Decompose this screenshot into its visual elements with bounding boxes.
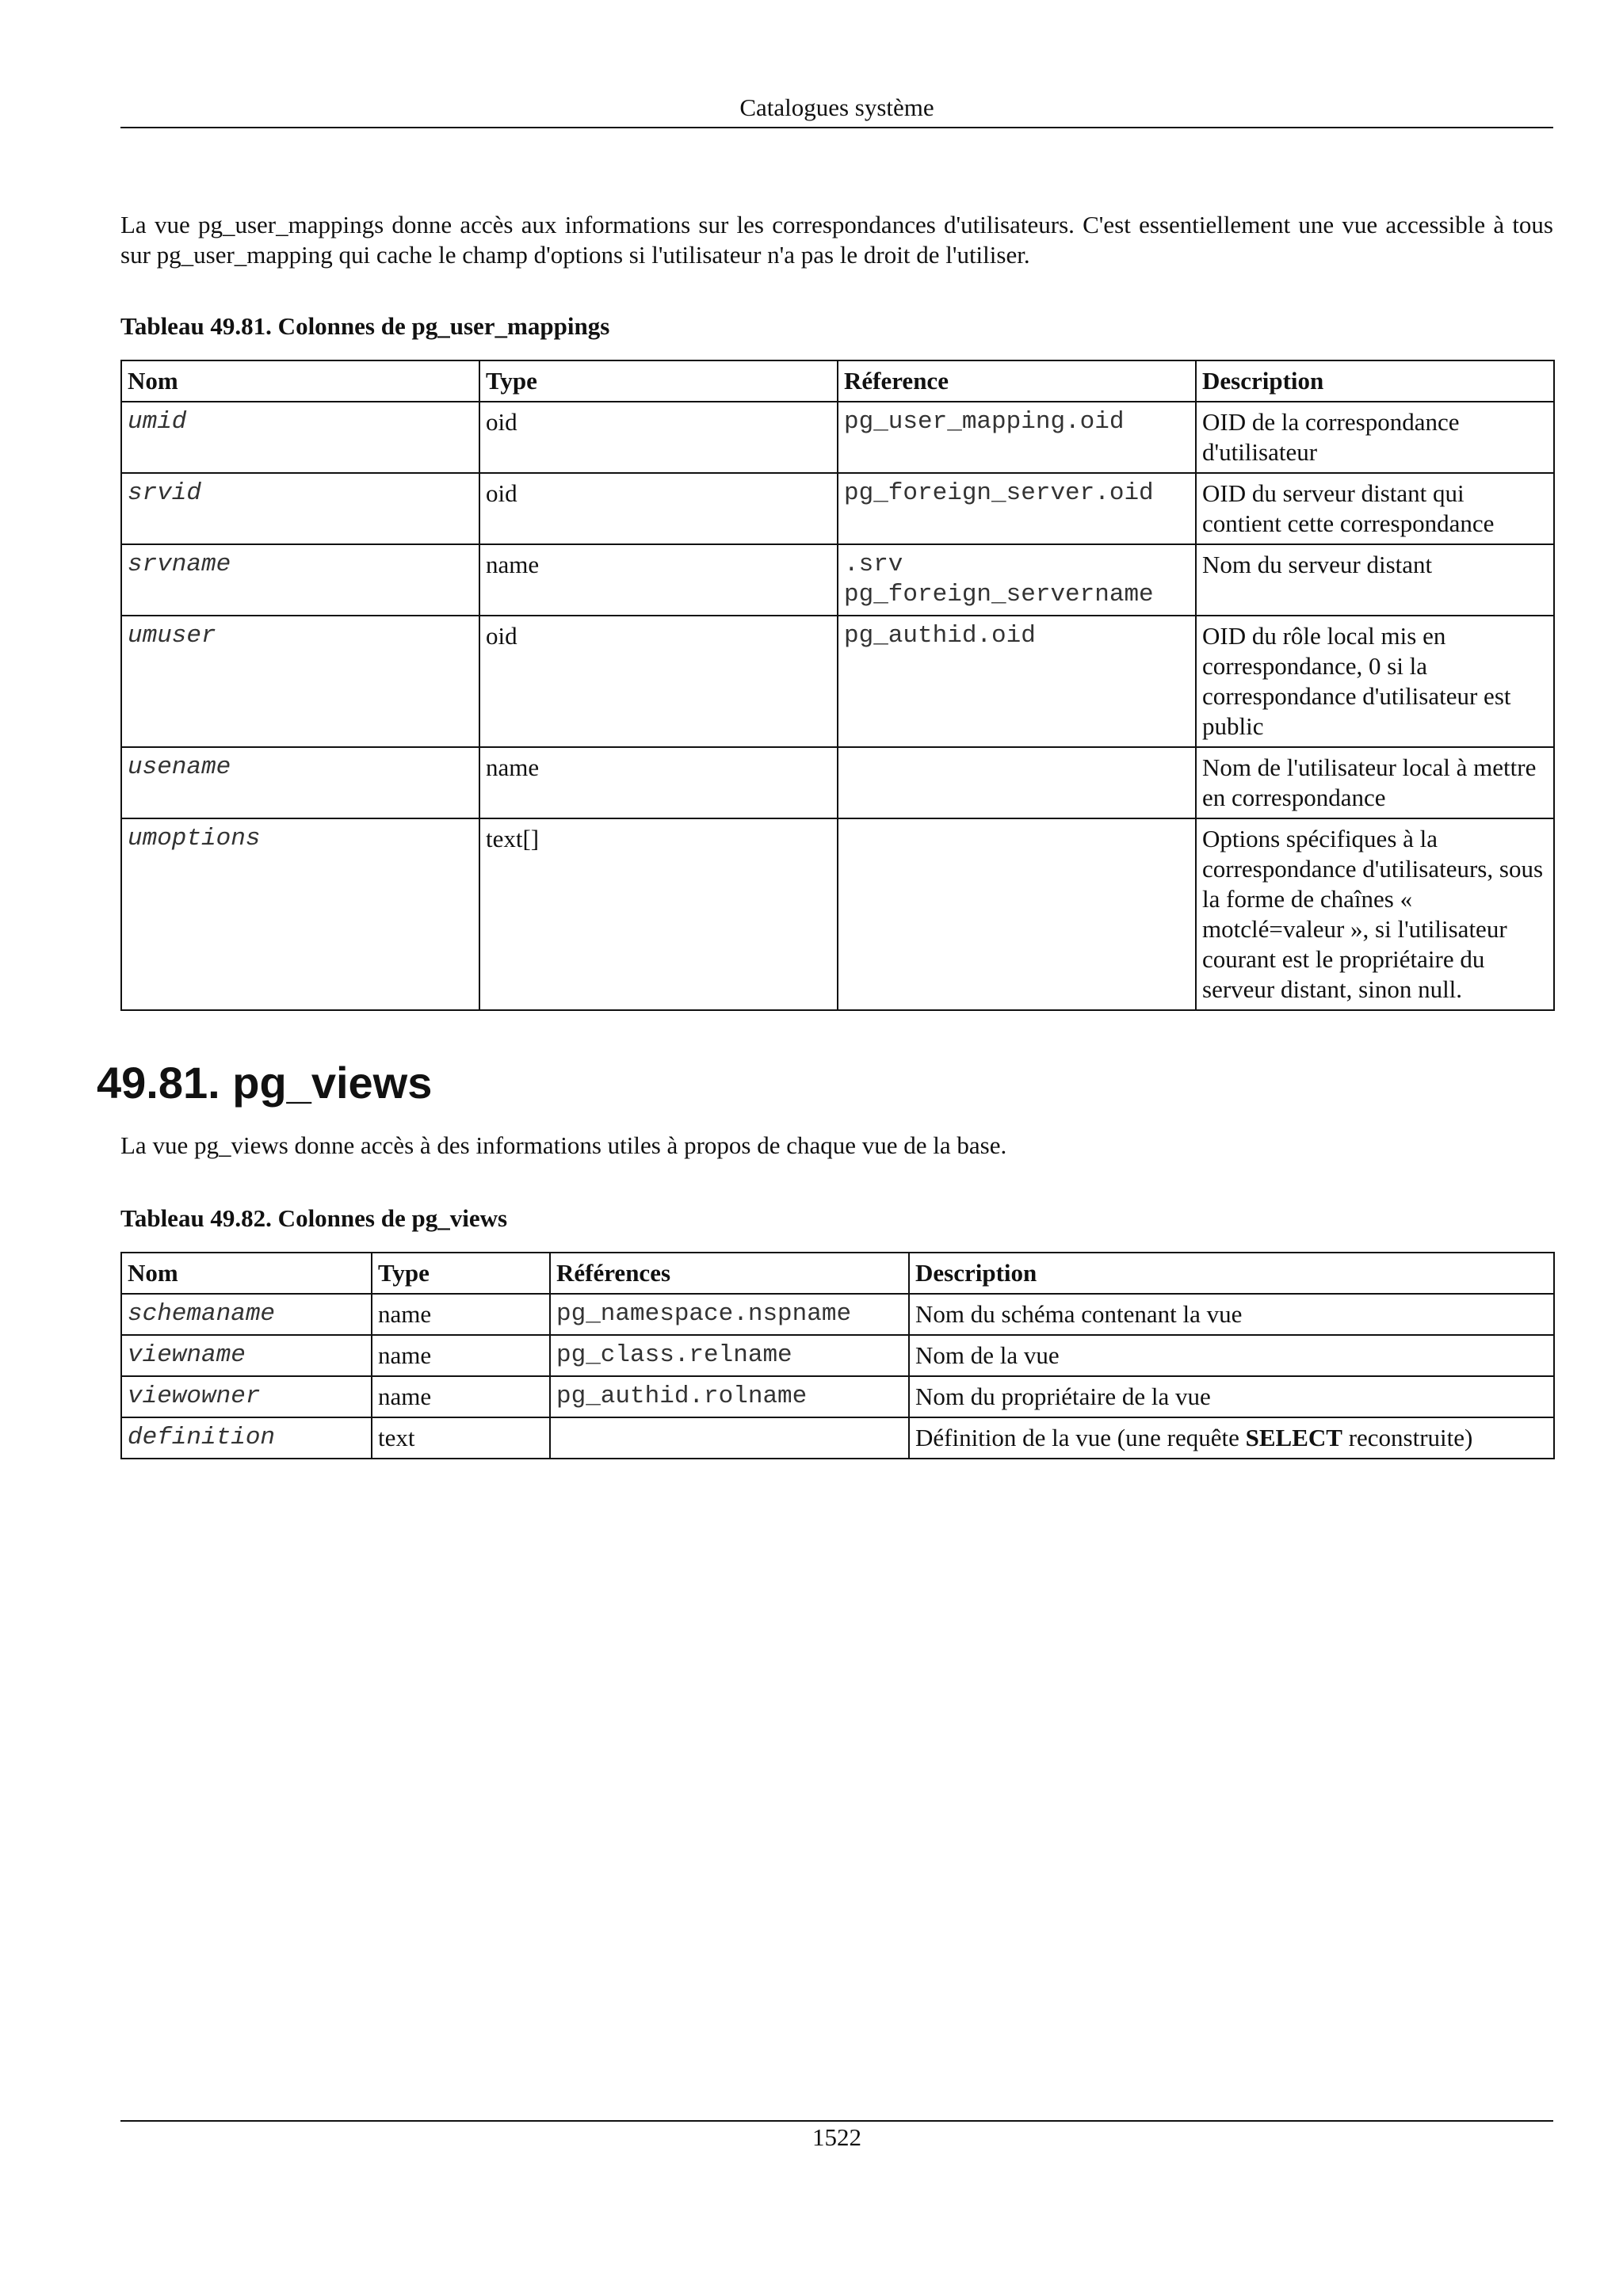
column-type-cell: name — [372, 1335, 550, 1376]
column-name-cell: schemaname — [121, 1294, 372, 1335]
column-name-cell: umid — [121, 402, 479, 473]
table-header-row — [121, 360, 1554, 402]
column-name-cell: umoptions — [121, 818, 479, 1010]
column-description-cell: Nom du schéma contenant la vue — [909, 1294, 1554, 1335]
column-type-cell: oid — [479, 616, 838, 747]
column-description-cell: Nom de la vue — [909, 1335, 1554, 1376]
column-name-cell: srvid — [121, 473, 479, 544]
column-type-cell: name — [479, 747, 838, 818]
section-heading: 49.81. pg_views — [97, 1058, 433, 1108]
column-header-nom: Nom — [121, 1253, 372, 1294]
column-reference-cell — [550, 1417, 909, 1459]
column-reference-cell: pg_authid.oid — [838, 616, 1196, 747]
column-name-cell: usename — [121, 747, 479, 818]
column-header-type: Type — [479, 360, 838, 402]
column-header-nom: Nom — [121, 360, 479, 402]
table-pg-user-mappings — [120, 360, 1555, 1011]
column-description-cell: OID du serveur distant qui contient cette correspondance — [1196, 473, 1554, 544]
column-reference-cell: pg_class.relname — [550, 1335, 909, 1376]
table-row — [121, 1417, 1554, 1459]
column-header-description: Description — [909, 1253, 1554, 1294]
column-reference-cell — [838, 818, 1196, 1010]
column-header-references: Références — [550, 1253, 909, 1294]
column-type-cell: oid — [479, 473, 838, 544]
table-pg-views — [120, 1252, 1555, 1459]
column-name-cell: definition — [121, 1417, 372, 1459]
column-description-cell: Nom de l'utilisateur local à mettre en correspondance — [1196, 747, 1554, 818]
intro-paragraph: La vue pg_user_mappings donne accès aux informations sur les correspondances d'utilisateurs. C'est essentiellement une vue accessible à tous sur pg_user_mapping qui cache le champ d'options si l'utilisateur n'a pas le droit de l'utiliser. — [120, 211, 1553, 269]
footer-rule — [120, 2120, 1553, 2122]
table-row — [121, 1335, 1554, 1376]
column-description-cell: Nom du serveur distant — [1196, 544, 1554, 616]
column-type-cell: name — [372, 1376, 550, 1417]
table-row — [121, 544, 1554, 616]
table-row — [121, 473, 1554, 544]
table-caption-views: Tableau 49.82. Colonnes de pg_views — [120, 1204, 508, 1232]
section-paragraph: La vue pg_views donne accès à des informations utiles à propos de chaque vue de la base. — [120, 1131, 1007, 1159]
column-type-cell: name — [372, 1294, 550, 1335]
column-type-cell: text[] — [479, 818, 838, 1010]
table-header-row — [121, 1253, 1554, 1294]
table-row — [121, 402, 1554, 473]
table-row — [121, 747, 1554, 818]
column-description-cell — [909, 1417, 1554, 1459]
column-description-cell: OID du rôle local mis en correspondance, 0 si la correspondance d'utilisateur est public — [1196, 616, 1554, 747]
table-row — [121, 616, 1554, 747]
running-header: Catalogues système — [739, 93, 934, 121]
table-row — [121, 1294, 1554, 1335]
sql-keyword: SELECT — [1245, 1424, 1342, 1451]
column-type-cell: text — [372, 1417, 550, 1459]
column-name-cell: viewowner — [121, 1376, 372, 1417]
column-reference-cell: pg_namespace.nspname — [550, 1294, 909, 1335]
column-description-cell: Nom du propriétaire de la vue — [909, 1376, 1554, 1417]
table-row — [121, 1376, 1554, 1417]
column-type-cell: name — [479, 544, 838, 616]
description-text: reconstruite) — [1342, 1424, 1473, 1451]
column-type-cell: oid — [479, 402, 838, 473]
column-description-cell: Options spécifiques à la correspondance d'utilisateurs, sous la forme de chaînes « motclé=valeur », si l'utilisateur courant est le propriétaire du serveur distant, sinon null. — [1196, 818, 1554, 1010]
column-header-type: Type — [372, 1253, 550, 1294]
column-name-cell: srvname — [121, 544, 479, 616]
column-header-description: Description — [1196, 360, 1554, 402]
column-reference-cell: pg_authid.rolname — [550, 1376, 909, 1417]
column-reference-cell — [838, 747, 1196, 818]
column-description-cell: OID de la correspondance d'utilisateur — [1196, 402, 1554, 473]
column-header-reference: Réference — [838, 360, 1196, 402]
column-reference-cell: .srv pg_foreign_servername — [838, 544, 1196, 616]
column-name-cell: umuser — [121, 616, 479, 747]
column-reference-cell: pg_user_mapping.oid — [838, 402, 1196, 473]
page-number: 1522 — [812, 2123, 861, 2151]
header-rule — [120, 127, 1553, 128]
table-caption-user-mappings: Tableau 49.81. Colonnes de pg_user_mappings — [120, 312, 610, 340]
column-name-cell: viewname — [121, 1335, 372, 1376]
description-text: Définition de la vue (une requête — [915, 1424, 1246, 1451]
column-reference-cell: pg_foreign_server.oid — [838, 473, 1196, 544]
table-row — [121, 818, 1554, 1010]
